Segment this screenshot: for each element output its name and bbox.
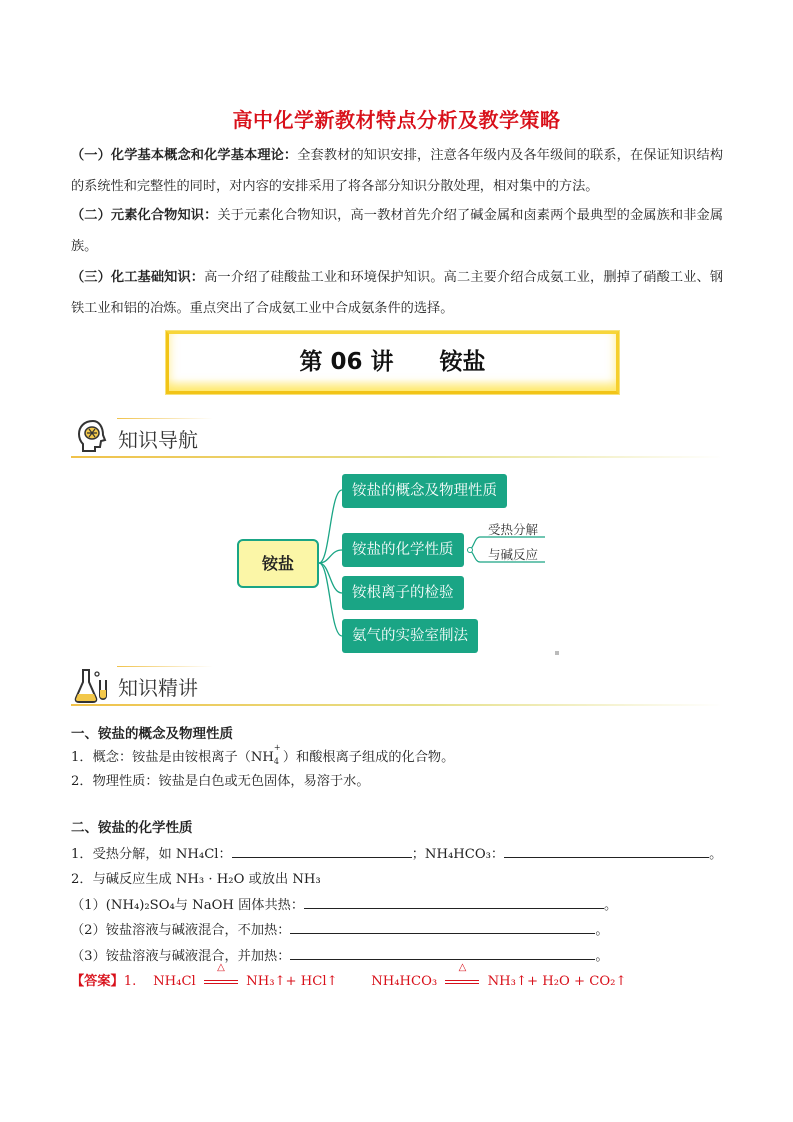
- part2-q1: [71, 894, 617, 913]
- eq1-condition: △: [217, 961, 225, 973]
- eq2-left: NH₄HCO₃: [371, 974, 438, 989]
- part2-q3-text: （3）铵盐溶液与碱液混合，并加热：: [71, 949, 291, 964]
- eq1-right: NH₃↑+ HCl↑: [246, 974, 338, 989]
- eq1-left: NH₄Cl: [153, 974, 196, 989]
- section-title-detail: 知识精讲: [118, 676, 198, 700]
- answer-blank-4[interactable]: [290, 921, 595, 934]
- mindmap-branch-3: 铵根离子的检验: [342, 576, 464, 610]
- lecture-number: 第 06 讲: [299, 349, 394, 375]
- part1-superscript: +: [273, 743, 281, 752]
- intro-label-3: （三）化工基础知识：: [71, 270, 205, 285]
- answer-blank-3[interactable]: [304, 896, 604, 909]
- part2-q1-text: （1）(NH₄)₂SO₄与 NaOH 固体共热：: [71, 898, 305, 913]
- lecture-topic: 铵盐: [439, 349, 486, 375]
- mindmap-branch-1: 铵盐的概念及物理性质: [342, 474, 507, 508]
- eq2-arrow: [445, 961, 479, 989]
- part1-line1-pre: 1．概念：铵盐是由铵根离子（NH: [71, 750, 274, 765]
- answer-blank-1[interactable]: [232, 845, 412, 858]
- eq2-condition: △: [458, 961, 467, 973]
- part2-l1-end: 。: [709, 847, 723, 862]
- answer-blank-5[interactable]: [290, 947, 595, 960]
- part1-line1-post: ）和酸根离子组成的化合物。: [282, 750, 455, 765]
- part2-heading: 二、铵盐的化学性质: [71, 820, 193, 836]
- answer-label: 【答案】: [71, 974, 124, 989]
- mindmap-branch-4: 氨气的实验室制法: [342, 619, 478, 653]
- part2-line1: [71, 843, 722, 862]
- intro-text-1: 全套教材的知识安排，注意各年级内及各年级间的联系，在保证知识结构的系统性和完整性的同时，对内容的安排采用了将各部分知识分散处理，相对集中的方法。: [71, 148, 724, 194]
- part2-q2-text: （2）铵盐溶液与碱液混合，不加热：: [71, 923, 291, 938]
- part2-q1-end: 。: [604, 898, 618, 913]
- part2-l1-b: ；NH₄HCO₃：: [411, 847, 505, 862]
- flask-icon: [73, 666, 111, 704]
- answer-blank-2[interactable]: [504, 845, 709, 858]
- part2-l1-a: 1．受热分解，如 NH₄Cl：: [71, 847, 232, 862]
- eq1-arrow: [204, 961, 238, 989]
- part2-q3: [71, 945, 609, 964]
- part2-q2: [71, 919, 609, 938]
- part1-line1: [71, 743, 455, 766]
- part1-heading: 一、铵盐的概念及物理性质: [71, 726, 233, 742]
- part2-q2-end: 。: [595, 923, 609, 938]
- intro-text-3: 高一介绍了硅酸盐工业和环境保护知识。高二主要介绍合成氨工业，删掉了硝酸工业、钢铁工业和铝的冶炼。重点突出了合成氨工业中合成氨条件的选择。: [71, 270, 724, 316]
- mindmap-root: 铵盐: [237, 539, 319, 588]
- intro-text-2: 关于元素化合物知识，高一教材首先介绍了碱金属和卤素两个最典型的金属族和非金属族。: [71, 208, 724, 254]
- page-title: 高中化学新教材特点分析及教学策略: [232, 108, 561, 132]
- eq2-right: NH₃↑+ H₂O + CO₂↑: [487, 974, 627, 989]
- part1-line2: 2．物理性质：铵盐是白色或无色固体，易溶于水。: [71, 774, 370, 789]
- intro-label-2: （二）元素化合物知识：: [71, 208, 218, 223]
- intro-label-1: （一）化学基本概念和化学基本理论：: [71, 148, 298, 163]
- answer-number: 1.: [123, 974, 137, 989]
- section-title-nav: 知识导航: [118, 428, 198, 452]
- part2-q3-end: 。: [595, 949, 609, 964]
- mindmap-sub-2: 与碱反应: [488, 547, 539, 562]
- part1-subscript: 4: [273, 757, 279, 766]
- answer-line: [71, 961, 627, 989]
- mindmap-branch-2: 铵盐的化学性质: [342, 533, 464, 567]
- part2-line2: 2．与碱反应生成 NH₃ · H₂O 或放出 NH₃: [71, 872, 321, 887]
- section-header-detail: [71, 666, 723, 708]
- mindmap-sub-1: 受热分解: [488, 522, 539, 537]
